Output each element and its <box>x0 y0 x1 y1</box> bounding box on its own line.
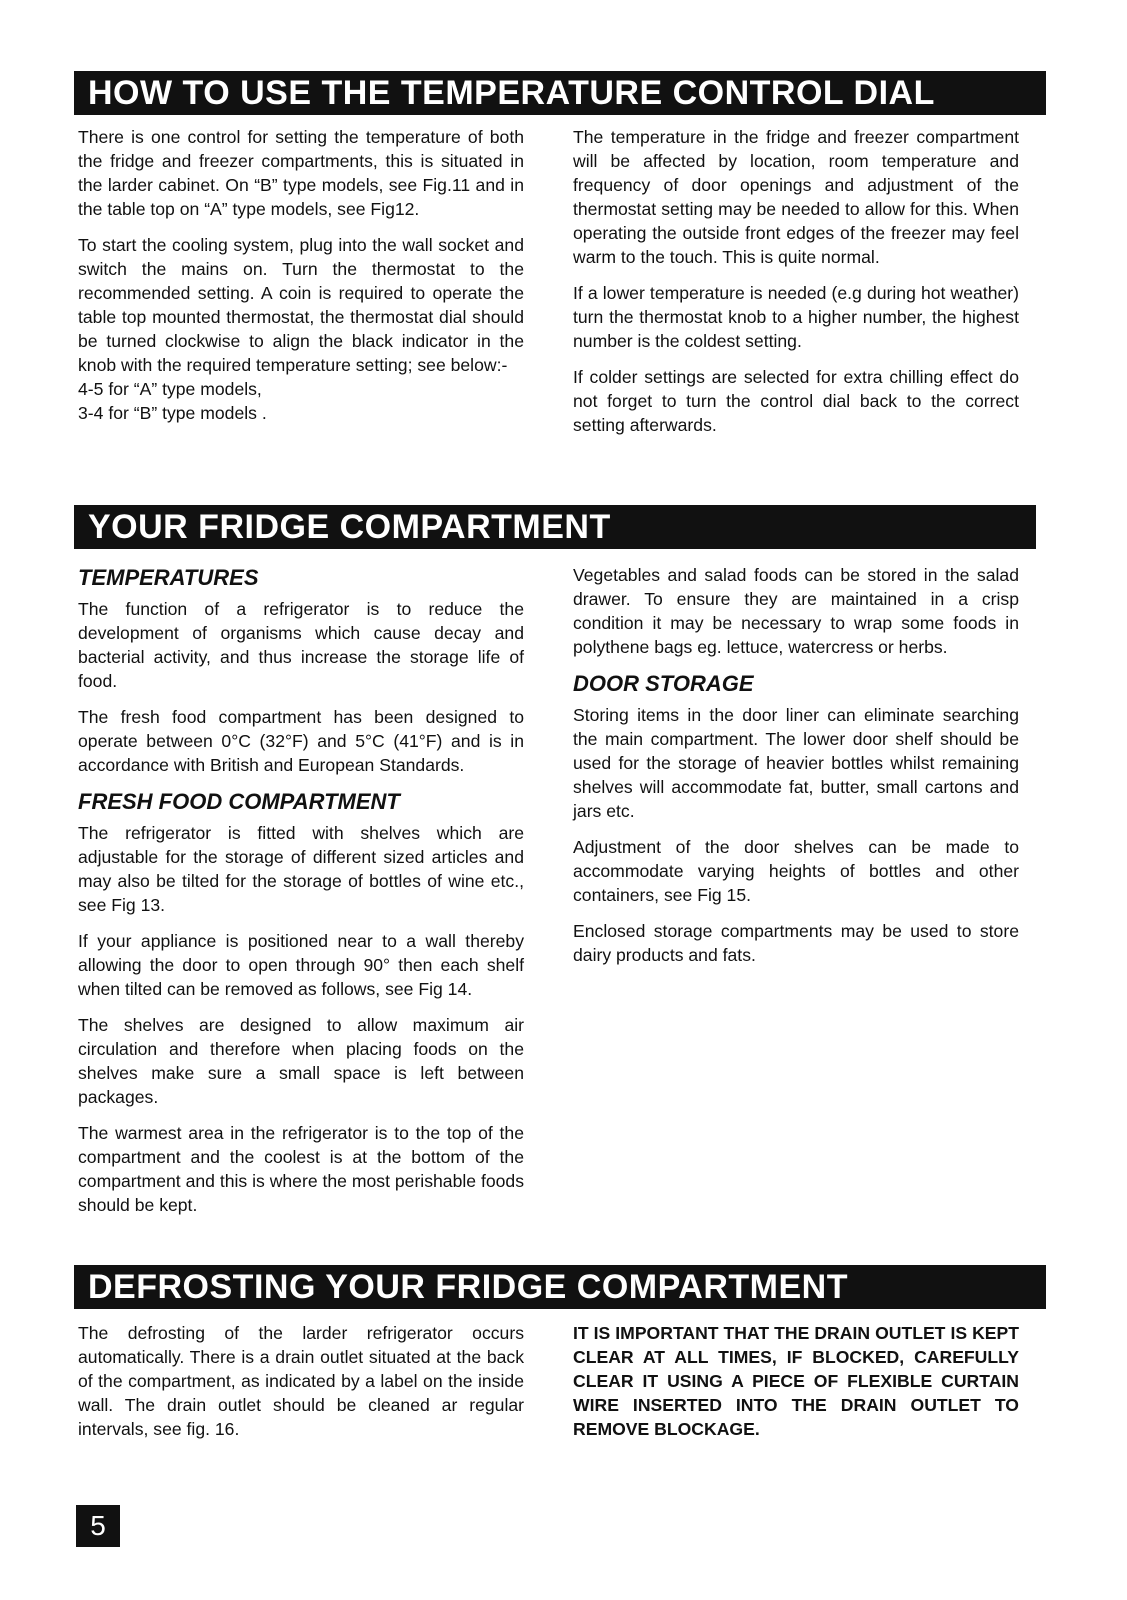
paragraph: The defrosting of the larder refrigerator occurs automatically. There is a drain outlet situated at the back of the compartment, as indicated by a label on the inside wall. The drain outlet should be cleaned ar regular intervals, see fig. 16. <box>78 1323 524 1439</box>
paragraph: To start the cooling system, plug into the wall socket and switch the mains on. Turn the thermostat to the recommended setting. A coin is required to operate the table top mounted thermostat, the thermostat dial should be turned clockwise to align the black indicator in the knob with the required temperature setting; see below:- <box>78 235 524 375</box>
paragraph: There is one control for setting the temperature of both the fridge and freezer compartments, this is situated in the larder cabinet. On “B” type models, see Fig.11 and in the table top on “A” type models, see Fig12. <box>78 127 524 219</box>
subheading-door-storage: DOOR STORAGE <box>573 671 754 696</box>
paragraph: The shelves are designed to allow maximum air circulation and therefore when placing foods on the shelves make sure a small space is left between packages. <box>78 1015 524 1107</box>
paragraph: Adjustment of the door shelves can be made to accommodate varying heights of bottles and other containers, see Fig 15. <box>573 837 1019 905</box>
section1-right-column <box>573 125 1019 449</box>
section-title-defrosting: DEFROSTING YOUR FRIDGE COMPARTMENT <box>74 1265 1046 1309</box>
paragraph: If colder settings are selected for extra chilling effect do not forget to turn the control dial back to the correct setting afterwards. <box>573 367 1019 435</box>
page-number: 5 <box>76 1505 120 1547</box>
paragraph: Storing items in the door liner can eliminate searching the main compartment. The lower door shelf should be used for the storage of heavier bottles whilst remaining shelves will accommodate fat, butter, small cartons and jars etc. <box>573 705 1019 821</box>
paragraph: The function of a refrigerator is to reduce the development of organisms which cause decay and bacterial activity, and thus increase the storage life of food. <box>78 599 524 691</box>
paragraph: The refrigerator is fitted with shelves which are adjustable for the storage of different sized articles and may also be tilted for the storage of bottles of wine etc., see Fig 13. <box>78 823 524 915</box>
subheading-fresh-food: FRESH FOOD COMPARTMENT <box>78 789 400 814</box>
section-title-temperature-control: HOW TO USE THE TEMPERATURE CONTROL DIAL <box>74 71 1046 115</box>
section3-right-column <box>573 1321 1019 1453</box>
paragraph: The temperature in the fridge and freezer compartment will be affected by location, room temperature and frequency of door openings and adjustment of the thermostat setting may be needed to allow for this. When operating the outside front edges of the freezer may feel warm to the touch. This is quite normal. <box>573 127 1019 267</box>
paragraph: The warmest area in the refrigerator is to the top of the compartment and the coolest is at the bottom of the compartment and this is where the most perishable foods should be kept. <box>78 1123 524 1215</box>
paragraph: Enclosed storage compartments may be used to store dairy products and fats. <box>573 921 1019 965</box>
section-title-fridge-compartment: YOUR FRIDGE COMPARTMENT <box>74 505 1036 549</box>
paragraph: If your appliance is positioned near to a wall thereby allowing the door to open through 90° then each shelf when tilted can be removed as follows, see Fig 14. <box>78 931 524 999</box>
setting-line-a: 4-5 for “A” type models, <box>78 379 262 399</box>
section2-right-column <box>573 563 1019 979</box>
section3-left-column <box>78 1321 524 1453</box>
paragraph: The fresh food compartment has been designed to operate between 0°C (32°F) and 5°C (41°F) and is in accordance with British and European Standards. <box>78 707 524 775</box>
setting-line-b: 3-4 for “B” type models . <box>78 403 267 423</box>
subheading-temperatures: TEMPERATURES <box>78 565 259 590</box>
section1-left-column <box>78 125 524 425</box>
section2-left-column <box>78 565 524 1229</box>
paragraph: Vegetables and salad foods can be stored in the salad drawer. To ensure they are maintained in a crisp condition it may be necessary to wrap some foods in polythene bags eg. lettuce, watercress or herbs. <box>573 565 1019 657</box>
paragraph: If a lower temperature is needed (e.g during hot weather) turn the thermostat knob to a higher number, the highest number is the coldest setting. <box>573 283 1019 351</box>
warning-paragraph: IT IS IMPORTANT THAT THE DRAIN OUTLET IS KEPT CLEAR AT ALL TIMES, IF BLOCKED, CAREFULLY CLEAR IT USING A PIECE OF FLEXIBLE CURTAIN WIRE INSERTED INTO THE DRAIN OUTLET TO REMOVE BLOCKAGE. <box>573 1323 1019 1439</box>
